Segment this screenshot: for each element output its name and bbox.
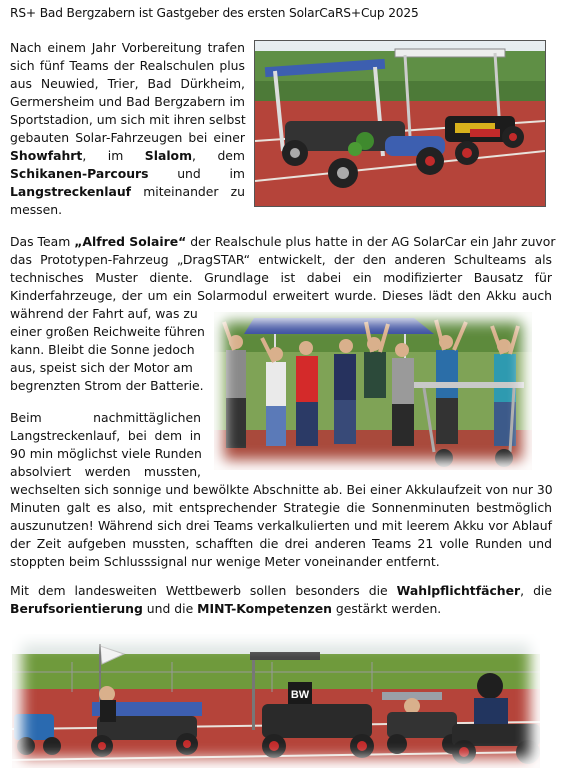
text-fragment: und die xyxy=(142,601,198,616)
text-line xyxy=(10,233,556,251)
text-fragment: und xyxy=(177,166,201,181)
text-fragment: Mit dem landesweiten Wettbewerb sollen besonders die xyxy=(10,583,397,598)
photo-karts-racing xyxy=(12,634,540,768)
keyword-mint-kompetenzen: MINT-Kompetenzen xyxy=(197,601,332,616)
text-line: messen. xyxy=(10,202,63,217)
text-fragment: im xyxy=(107,148,124,163)
text-fragment: gestärkt werden. xyxy=(331,601,442,616)
bw-badge-text: BW xyxy=(290,689,310,701)
text-line: auszunutzen! Während sich drei Teams verkalkulierten und mit leerem Akku vor Ablauf xyxy=(10,518,552,533)
text-fragment: im xyxy=(229,166,245,181)
text-fragment: dem xyxy=(217,148,245,163)
text-line: aus, speist sich der Motor am xyxy=(10,360,193,375)
text-line: Kinderfahrzeuge, der um ein Solarmodul erweitert wurde. Dieses lädt den Akku auch xyxy=(10,288,552,303)
text-line: das Prototypen-Fahrzeug „DragSTAR“ entwickelt, der den anderen Schulteams als xyxy=(10,252,552,267)
keyword-alfred-solaire: „Alfred Solaire“ xyxy=(74,234,187,249)
text-fragment: Das Team xyxy=(10,234,75,249)
text-line: kann. Bleibt die Sonne jedoch xyxy=(10,342,195,357)
text-fragment: zu xyxy=(230,184,245,199)
text-line: wechselten sich sonnige und bewölkte Abschnitte ab. Bei einer Akkulaufzeit von nur 30 xyxy=(10,482,553,497)
text-line: Sportstadion, um sich mit ihren selbst xyxy=(10,112,246,127)
text-line: Nach einem Jahr Vorbereitung trafen xyxy=(10,40,245,55)
text-line: sich fünf Teams der Realschulen plus xyxy=(10,58,245,73)
keyword-schikanen-parcours: Schikanen-Parcours xyxy=(10,166,149,181)
keyword-langstreckenlauf: Langstreckenlauf xyxy=(10,184,132,199)
text-fragment: , xyxy=(82,148,87,163)
text-line: Germersheim und Bad Bergzabern im xyxy=(10,94,245,109)
text-line xyxy=(10,600,552,618)
text-line: absolviert werden mussten, xyxy=(10,464,201,479)
keyword-slalom: Slalom xyxy=(144,148,192,163)
keyword-showfahrt: Showfahrt xyxy=(10,148,83,163)
text-fragment: nachmittäglichen xyxy=(93,410,201,425)
text-line: während der Fahrt auf, was zu xyxy=(10,306,198,321)
keyword-berufsorientierung: Berufsorientierung xyxy=(10,601,143,616)
keyword-wahlpflichtfaecher: Wahlpflichtfächer xyxy=(396,583,521,598)
paragraph-intro xyxy=(10,39,245,219)
text-line: gebauten Solar-Fahrzeugen bei einer xyxy=(10,130,245,145)
text-line xyxy=(10,582,552,600)
page-title: RS+ Bad Bergzabern ist Gastgeber des ersten SolarCaRS+Cup 2025 xyxy=(10,6,419,20)
text-fragment: , die xyxy=(520,583,552,598)
text-line: 90 min möglichst viele Runden xyxy=(10,446,202,461)
text-line: Minuten galt es also, mit entsprechender Strategie die Sonnenminuten bestmöglich xyxy=(10,500,552,515)
text-line xyxy=(10,165,245,183)
paragraph-race xyxy=(10,409,552,571)
photo-solar-karts xyxy=(254,40,546,207)
text-line xyxy=(10,183,245,201)
text-line: Langstreckenlauf, bei dem in xyxy=(10,428,201,443)
text-fragment: der Realschule plus hatte in der AG SolarCar ein Jahr zuvor xyxy=(186,234,556,249)
text-line: aus Neuwied, Trier, Bad Dürkheim, xyxy=(10,76,245,91)
text-fragment: miteinander xyxy=(143,184,219,199)
text-fragment: Beim xyxy=(10,410,42,425)
text-line xyxy=(10,147,245,165)
text-line: begrenzten Strom der Batterie. xyxy=(10,378,204,393)
text-line: einer großen Reichweite führen xyxy=(10,324,205,339)
text-line: stoppten beim Schlusssignal nur wenige Meter voneinander entfernt. xyxy=(10,554,440,569)
text-fragment: , xyxy=(191,148,196,163)
text-line: technisches Muster diente. Grundlage ist dabei ein modifizierter Bausatz für xyxy=(10,270,552,285)
text-line xyxy=(10,409,201,427)
text-line: der Zeit aufgeben mussten, schafften die drei anderen Teams 21 volle Runden und xyxy=(10,536,552,551)
paragraph-goals xyxy=(10,582,552,618)
